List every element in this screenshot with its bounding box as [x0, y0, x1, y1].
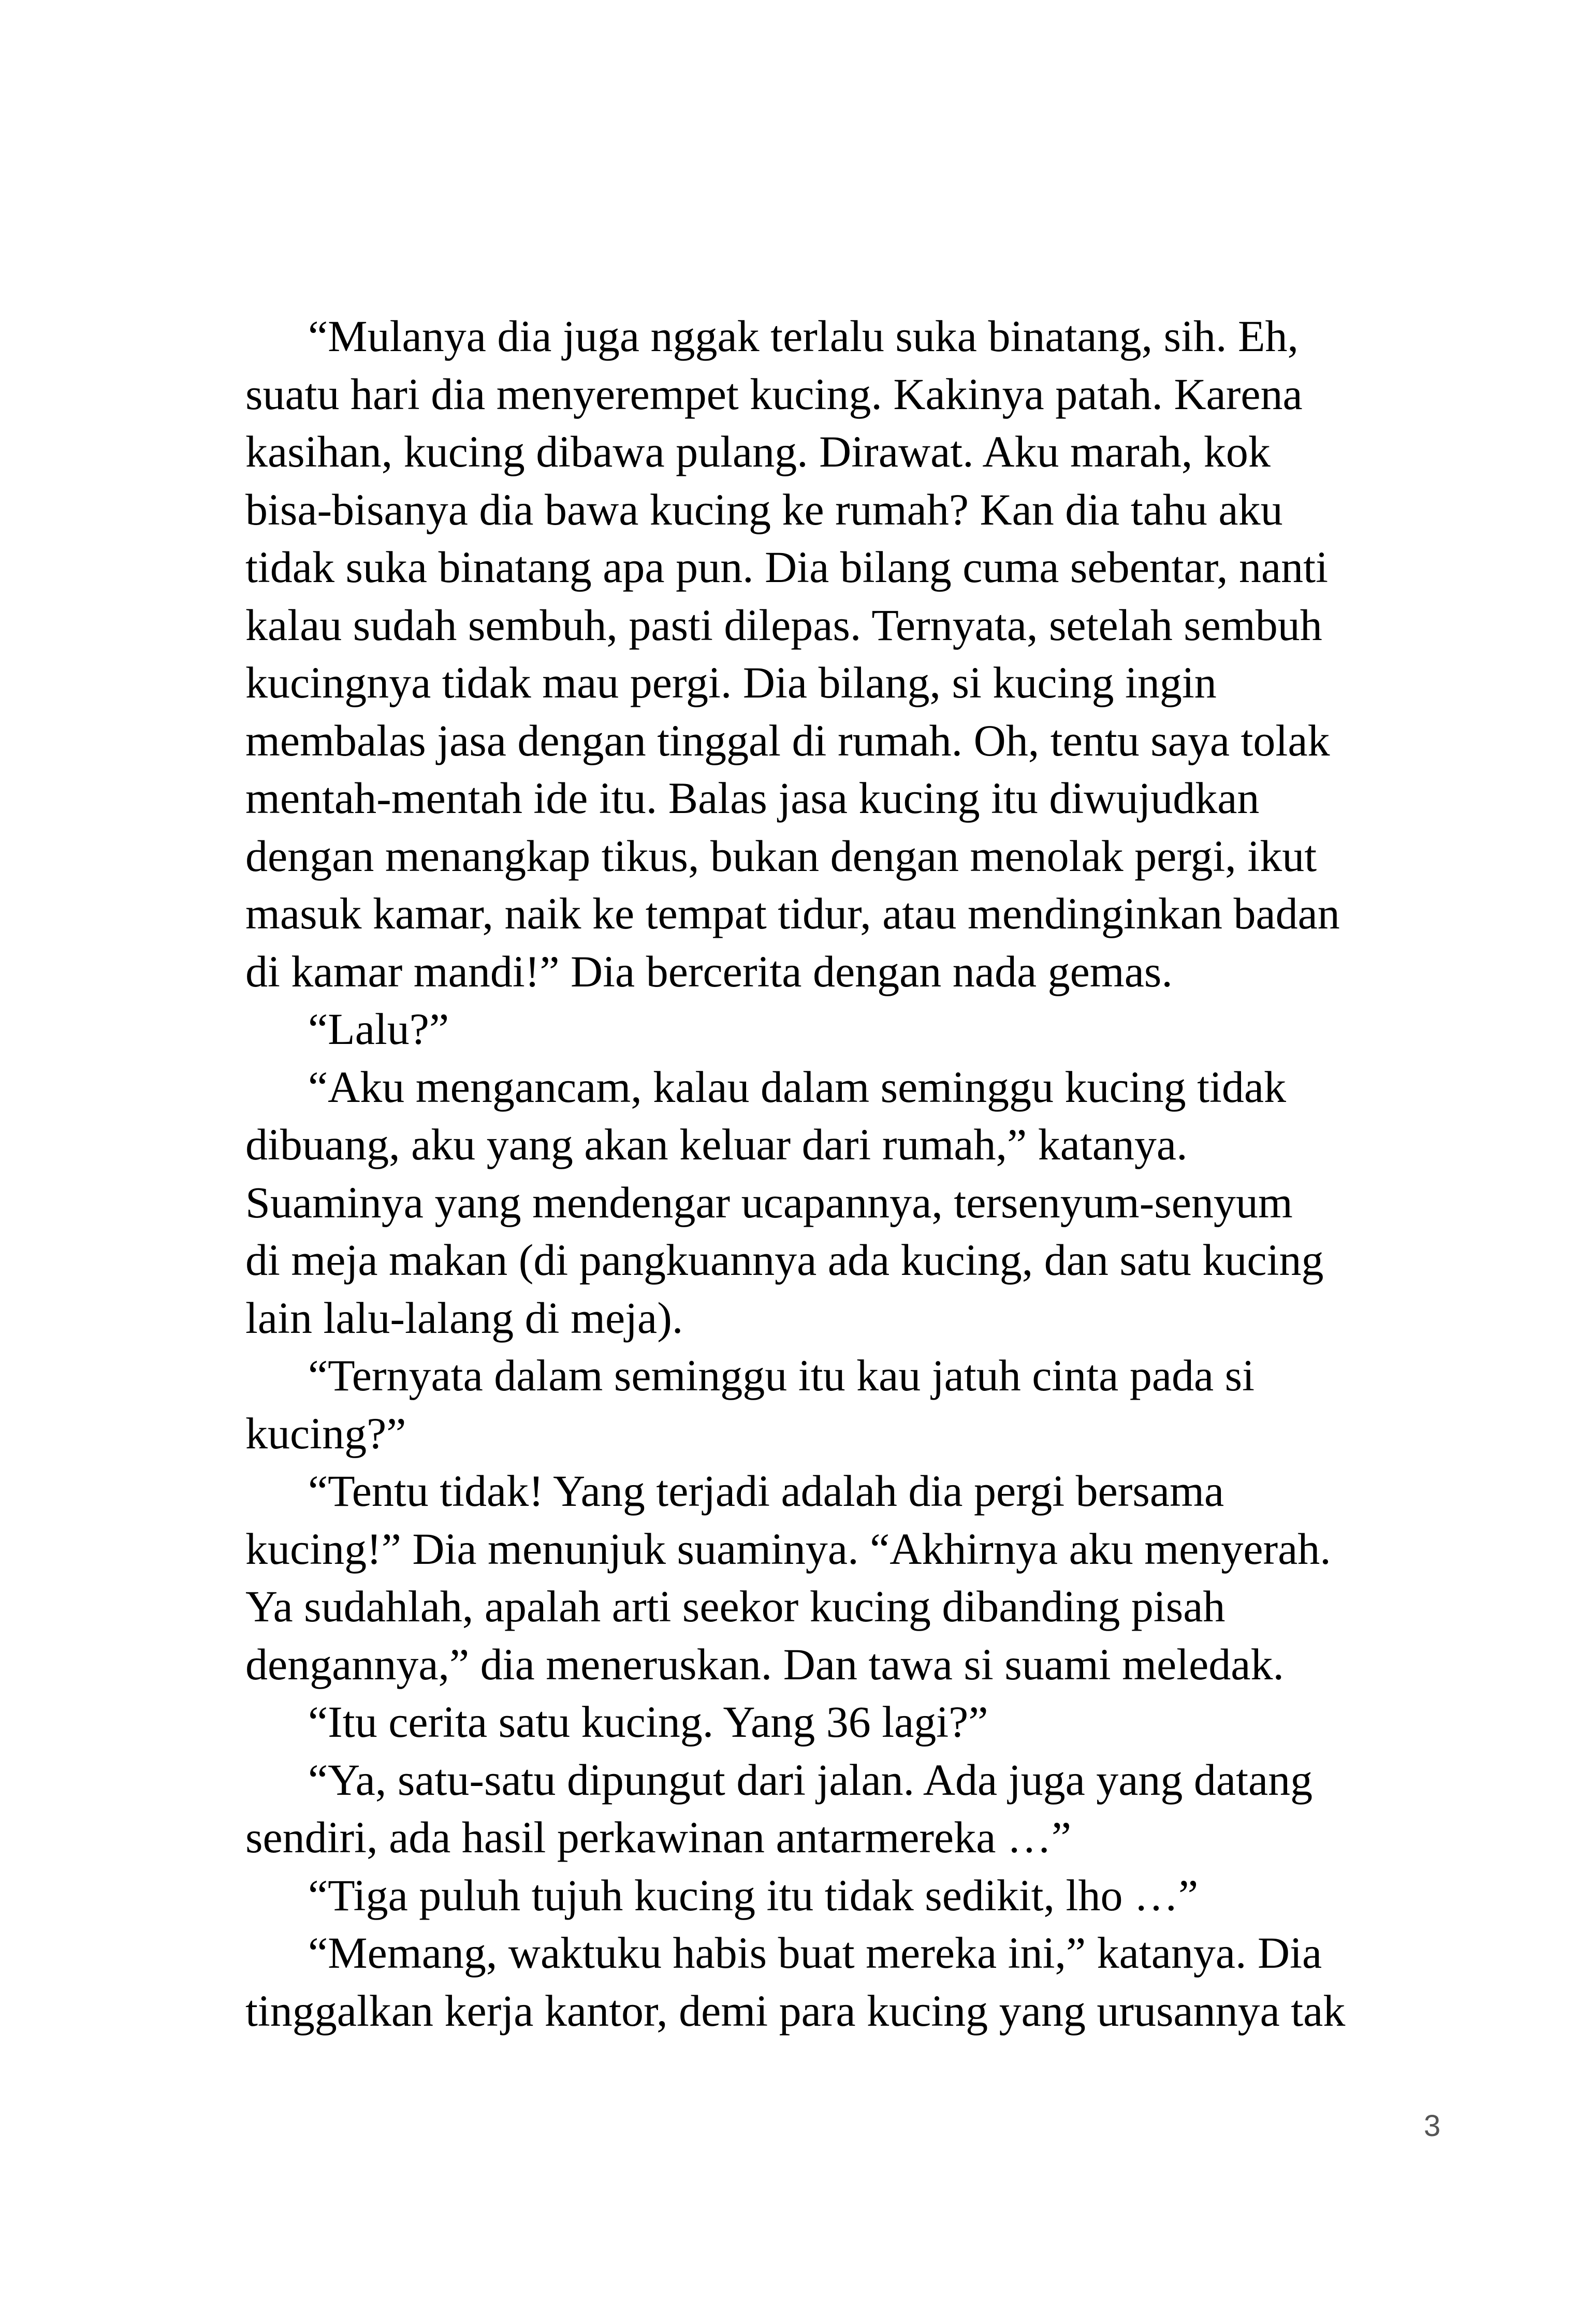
text-line: dibuang, aku yang akan keluar dari rumah,” katanya. — [245, 1120, 1188, 1169]
text-line: kasihan, kucing dibawa pulang. Dirawat. Aku marah, kok — [245, 427, 1271, 476]
text-line: masuk kamar, naik ke tempat tidur, atau mendinginkan badan — [245, 889, 1340, 938]
text-line: “Mulanya dia juga nggak terlalu suka binatang, sih. Eh, — [308, 311, 1299, 361]
text-line: dengannya,” dia meneruskan. Dan tawa si suami meledak. — [245, 1639, 1284, 1689]
text-line: “Itu cerita satu kucing. Yang 36 lagi?” — [308, 1697, 988, 1747]
paragraph — [245, 1347, 1353, 1462]
text-line: kucing!” Dia menunjuk suaminya. “Akhirnya aku menyerah. — [245, 1523, 1331, 1574]
text-line: “Ya, satu-satu dipungut dari jalan. Ada juga yang datang — [308, 1754, 1313, 1805]
text-line: membalas jasa dengan tinggal di rumah. Oh, tentu saya tolak — [245, 715, 1330, 765]
paragraph — [245, 1693, 1353, 1751]
paragraph — [245, 1462, 1353, 1693]
page-number: 3 — [1424, 2109, 1441, 2143]
text-line: kucingnya tidak mau pergi. Dia bilang, si kucing ingin — [245, 658, 1217, 707]
text-line: tinggalkan kerja kantor, demi para kucing yang urusannya tak — [245, 1985, 1346, 2036]
text-line: di meja makan (di pangkuannya ada kucing, dan satu kucing — [245, 1235, 1324, 1285]
paragraph — [245, 1000, 1353, 1058]
paragraph — [245, 308, 1353, 1000]
text-line: di kamar mandi!” Dia bercerita dengan nada gemas. — [245, 946, 1173, 996]
text-line: lain lalu-lalang di meja). — [245, 1292, 683, 1343]
paragraph — [245, 1751, 1353, 1867]
text-line: “Tentu tidak! Yang terjadi adalah dia pergi bersama — [308, 1466, 1224, 1516]
text-line: “Aku mengancam, kalau dalam seminggu kucing tidak — [308, 1062, 1287, 1112]
text-line: tidak suka binatang apa pun. Dia bilang cuma sebentar, nanti — [245, 542, 1328, 592]
text-line: dengan menangkap tikus, bukan dengan menolak pergi, ikut — [245, 831, 1317, 881]
text-line: kalau sudah sembuh, pasti dilepas. Ternyata, setelah sembuh — [245, 600, 1322, 650]
text-line: “Lalu?” — [308, 1004, 449, 1054]
text-line: bisa-bisanya dia bawa kucing ke rumah? Kan dia tahu aku — [245, 484, 1283, 534]
text-line: sendiri, ada hasil perkawinan antarmereka …” — [245, 1812, 1072, 1862]
body-text — [245, 308, 1353, 2040]
paragraph — [245, 1867, 1353, 1925]
text-line: kucing?” — [245, 1408, 406, 1458]
paragraph — [245, 1924, 1353, 2040]
text-line: Suaminya yang mendengar ucapannya, tersenyum-senyum — [245, 1177, 1293, 1227]
text-line: “Ternyata dalam seminggu itu kau jatuh cinta pada si — [308, 1350, 1255, 1400]
text-line: “Tiga puluh tujuh kucing itu tidak sedikit, lho …” — [308, 1870, 1199, 1920]
text-line: “Memang, waktuku habis buat mereka ini,” katanya. Dia — [308, 1928, 1322, 1978]
text-line: suatu hari dia menyerempet kucing. Kakinya patah. Karena — [245, 369, 1303, 419]
text-line: Ya sudahlah, apalah arti seekor kucing dibanding pisah — [245, 1581, 1226, 1631]
paragraph — [245, 1058, 1353, 1347]
text-line: mentah-mentah ide itu. Balas jasa kucing itu diwujudkan — [245, 773, 1260, 823]
